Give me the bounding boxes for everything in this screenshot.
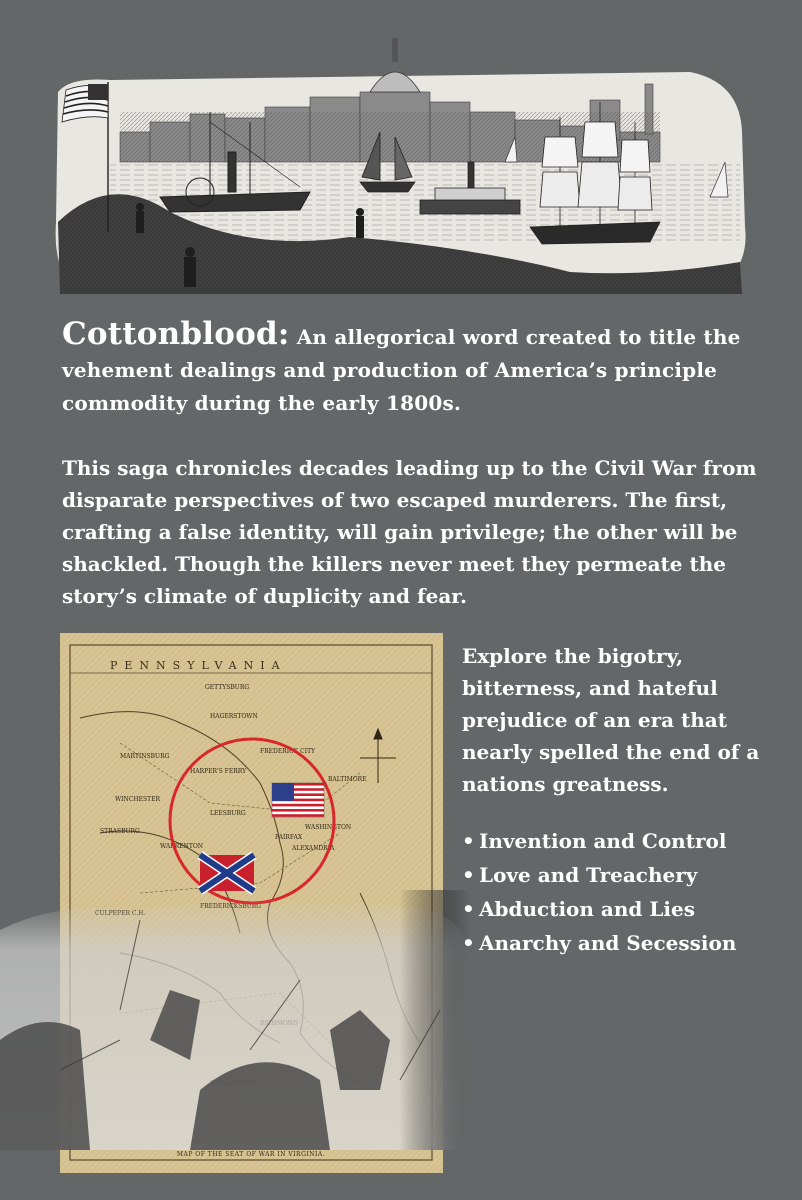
harbor-engraving xyxy=(50,22,750,302)
map-place-martinsburg: MARTINSBURG xyxy=(120,753,170,760)
battle-scene-engraving xyxy=(0,890,470,1150)
bullet-icon: • xyxy=(462,931,475,955)
map-place-baltimore: BALTIMORE xyxy=(328,776,367,783)
list-item: • Invention and Control xyxy=(462,824,792,858)
saga-paragraph: This saga chronicles decades leading up to the Civil War from disparate perspectives of two escaped murderers. The first, crafting a false identity, will gain privilege; the other will be shackled. Though the killers never meet they permeate the story’s climate of duplicity and fear. xyxy=(62,456,757,608)
map-caption: MAP OF THE SEAT OF WAR IN VIRGINIA. xyxy=(176,1151,326,1158)
bullet-icon: • xyxy=(462,897,475,921)
map-place-alexandria: ALEXANDRIA xyxy=(292,845,335,852)
map-place-frederick: FREDERICK CITY xyxy=(260,748,316,755)
us-flag-icon xyxy=(272,783,324,817)
list-item: • Anarchy and Secession xyxy=(462,926,792,960)
map-place-washington: WASHINGTON xyxy=(305,824,352,831)
confederate-flag-icon xyxy=(200,855,254,891)
map-place-harpers-ferry: HARPER'S FERRY xyxy=(190,768,247,775)
explore-paragraph: Explore the bigotry, bitterness, and hateful prejudice of an era that nearly spelled the end of a nations greatness. xyxy=(462,644,760,796)
list-item: • Abduction and Lies xyxy=(462,892,792,926)
list-item: • Love and Treachery xyxy=(462,858,792,892)
map-place-fairfax: FAIRFAX xyxy=(275,834,303,841)
headline-definition xyxy=(62,318,762,420)
map-place-strasburg: STRASBURG xyxy=(100,828,140,835)
title-term: Cottonblood: xyxy=(62,316,290,352)
map-place-warrenton: WARRENTON xyxy=(160,843,204,850)
themes-list xyxy=(462,824,792,960)
bullet-icon: • xyxy=(462,863,475,887)
bullet-icon: • xyxy=(462,829,475,853)
definition-text: An allegorical word created to title the vehement dealings and production of America’s principle commodity during the early 1800s. xyxy=(62,325,741,415)
map-place-leesburg: LEESBURG xyxy=(210,810,246,817)
map-place-winchester: WINCHESTER xyxy=(115,796,160,803)
map-state-label: PENNSYLVANIA xyxy=(110,659,287,672)
map-place-hagerstown: HAGERSTOWN xyxy=(210,713,258,720)
map-place-gettysburg: GETTYSBURG xyxy=(205,684,250,691)
